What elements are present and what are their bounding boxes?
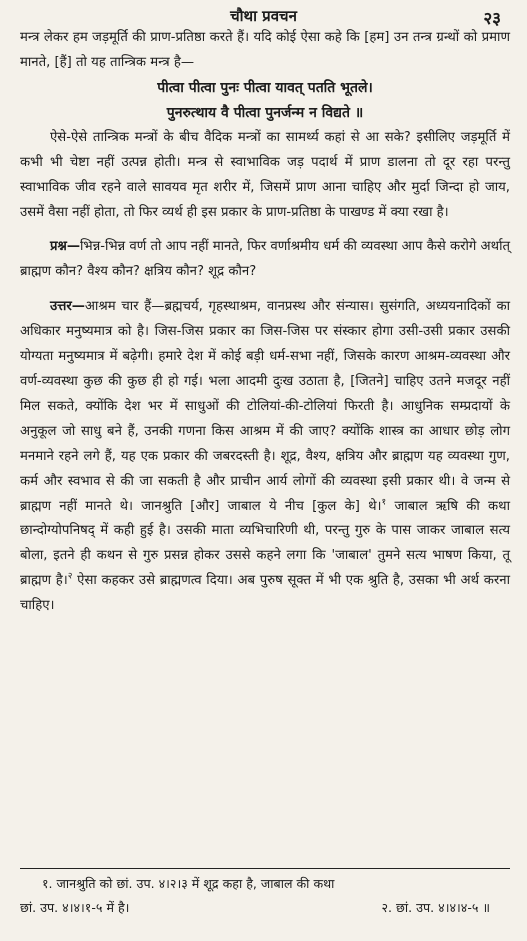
answer-label: उत्तर— [50,299,85,315]
question-label: प्रश्न— [50,239,81,255]
shloka-line-2: पुनरुत्थाय वै पीत्वा पुनर्जन्म न विद्यते ॥ [166,104,364,121]
answer-text-3: ऐसा कहकर उसे ब्राह्मणत्व दिया। अब पुरुष सूक्त में भी एक श्रुति है, उसका भी अर्थ करना चाहिए। [20,573,510,614]
answer-text-1: आश्रम चार हैं—ब्रह्मचर्य, गृहस्थाश्रम, वानप्रस्थ और संन्यास। सुसंगति, अध्ययनादिकों का अधिकार मनुष्यमात्र को है। जिस-जिस प्रकार का जिस-जिस पर संस्कार होगा उसी-उसी प्रकार उसकी योग्यता मनुष्यमात्र में बढ़ेगी। हमारे देश में कोई बड़ी धर्म-सभा नहीं, जिसके कारण आश्रम-व्यवस्था और वर्ण-व्यवस्था कुछ की कुछ ही हो गई। भला आदमी दुःख उठाता है, [जितने] चाहिए उतने मजदूर नहीं मिल सकते, क्योंकि देश भर में साधुओं की टोलियां-की-टोलियां फिरती है। आधुनिक सम्प्रदायों के अनुकूल जो साधु बने हैं, उनकी गणना किस आश्रम में की जाए? क्योंकि शास्त्र का आधार छोड़ लोग मनमाने रहने लगे हैं, यह एक प्रकार की जबरदस्ती है। शूद्र, वैश्य, क्षत्रिय और ब्राह्मण यह व्यवस्था गुण, कर्म और स्वभाव से की जा सकती है और प्राचीन आर्य लोगों की व्यवस्था इसी प्रकार थी। वे जन्म से ब्राह्मण नहीं मानते थे। जानश्रुति [और] जाबाल ये नीच [कुल के] थे। [20,299,510,514]
shloka-line-1: पीत्वा पीत्वा पुनः पीत्वा यावत् पतति भूतले। [157,79,373,96]
question-paragraph [20,235,510,285]
running-title: चौथा प्रवचन [230,7,297,25]
footnote-1-line-2: छां. उप. ४।४।१-५ में है। [20,900,130,915]
page-number: २३ [483,9,501,29]
page-body [20,26,510,619]
paragraph-mantra-intro: मन्त्र लेकर हम जड़मूर्ति की प्राण-प्रतिष्ठा करते हैं। यदि कोई ऐसा कहे कि [हम] उन तन्त्र ग्रन्थों को प्रमाण मानते, [हैं] तो यह तान्त्रिक मन्त्र है— [20,30,510,70]
paragraph-tantric-critique: ऐसे-ऐसे तान्त्रिक मन्त्रों के बीच वैदिक मन्त्रों का सामर्थ्य कहां से आ सके? इसीलिए जड़मूर्ति में कभी भी चेष्टा नहीं उत्पन्न होती। मन्त्र से स्वाभाविक जड़ पदार्थ में प्राण डालना तो दूर रहा परन्तु स्वाभाविक जीव रहने वाले सावयव मृत शरीर में, जिसमें प्राण आना चाहिए और मुर्दा जिन्दा हो जाय, उसमें वैसा नहीं होता, तो फिर व्यर्थ ही इस प्रकार के प्राण-प्रतिष्ठा के पाखण्ड में क्या रखा है। [20,129,510,220]
question-text: भिन्न-भिन्न वर्ण तो आप नहीं मानते, फिर वर्णाश्रमीय धर्म की व्यवस्था आप कैसे करोगे अर्थात् ब्राह्मण कौन? वैश्य कौन? क्षत्रिय कौन? शूद्र कौन? [20,239,510,280]
footnote-ref-2: २ [67,571,73,582]
footnote-ref-1: १ [381,497,387,508]
answer-paragraph [20,295,510,619]
footnote-2: २. छां. उप. ४।४।४-५ ॥ [381,900,490,915]
footnotes [20,872,510,920]
answer-text-2: जाबाल ऋषि की कथा छान्दोग्योपनिषद् में कही हुई है। उसकी माता व्यभिचारिणी थी, परन्तु गुरु के पास जाकर जाबाल सत्य बोला, इतने ही कथन से गुरु प्रसन्न होकर उससे कहने लगा कि 'जाबाल' तुमने सत्य भाषण किया, तू ब्राह्मण है। [20,498,510,589]
footnote-divider [20,868,510,869]
footnote-1-line-1: १. जानश्रुति को छां. उप. ४।२।३ में शूद्र कहा है, जाबाल की कथा [42,876,335,891]
